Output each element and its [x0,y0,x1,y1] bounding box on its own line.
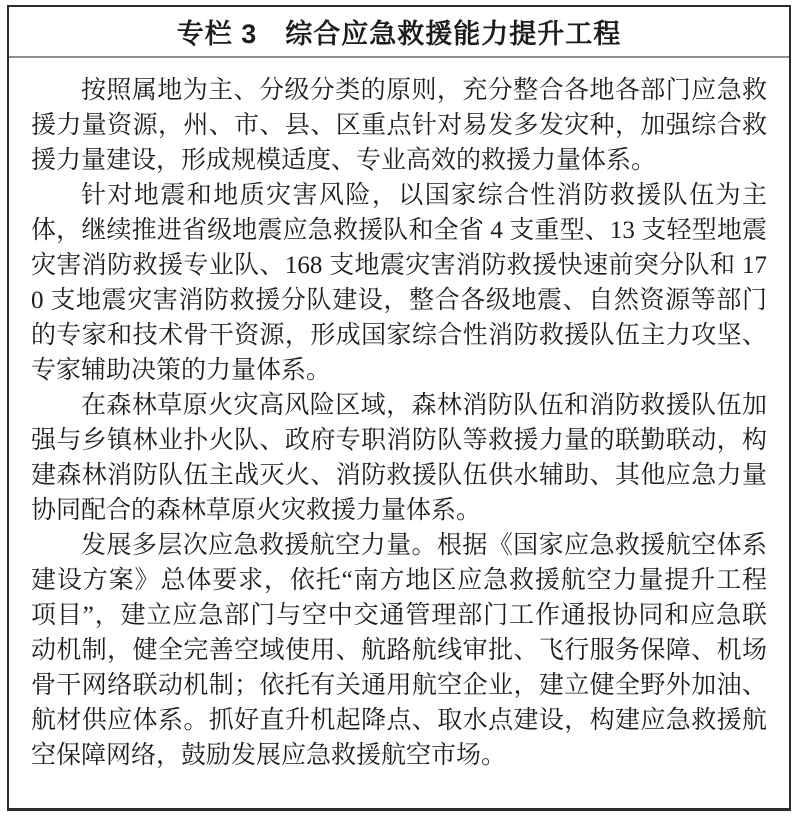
paragraph-earthquake-geological: 针对地震和地质灾害风险，以国家综合性消防救援队伍为主体，继续推进省级地震应急救援队和全省 4 支重型、13 支轻型地震灾害消防救援专业队、168 支地震灾害消防救援快速前突分队和 170 支地震灾害消防救援分队建设，整合各级地震、自然资源等部门的专家和技术骨干资源，形成国家综合性消防救援队伍主力攻坚、专家辅助决策的力量体系。 [31,182,767,384]
paragraph-aviation-rescue: 发展多层次应急救援航空力量。根据《国家应急救援航空体系建设方案》总体要求，依托“南方地区应急救援航空力量提升工程项目”，建立应急部门与空中交通管理部门工作通报协同和应急联动机制，健全完善空域使用、航路航线审批、飞行服务保障、机场骨干网络联动机制；依托有关通用航空企业，建立健全野外加油、航材供应体系。抓好直升机起降点、取水点建设，构建应急救援航空保障网络，鼓励发展应急救援航空市场。 [31,532,767,769]
paragraph-forest-grassland-fire: 在森林草原火灾高风险区域，森林消防队伍和消防救援队伍加强与乡镇林业扑火队、政府专职消防队等救援力量的联勤联动，构建森林消防队伍主战灭火、消防救援队伍供水辅助、其他应急力量协同配合的森林草原火灾救援力量体系。 [31,392,767,524]
column-box-title: 专栏 3 综合应急救援能力提升工程 [9,7,789,58]
paragraph-rescue-force-system: 按照属地为主、分级分类的原则，充分整合各地各部门应急救援力量资源，州、市、县、区重点针对易发多发灾种，加强综合救援力量建设，形成规模适度、专业高效的救援力量体系。 [31,77,767,174]
column-box-body [9,58,789,793]
column-box [7,5,791,811]
